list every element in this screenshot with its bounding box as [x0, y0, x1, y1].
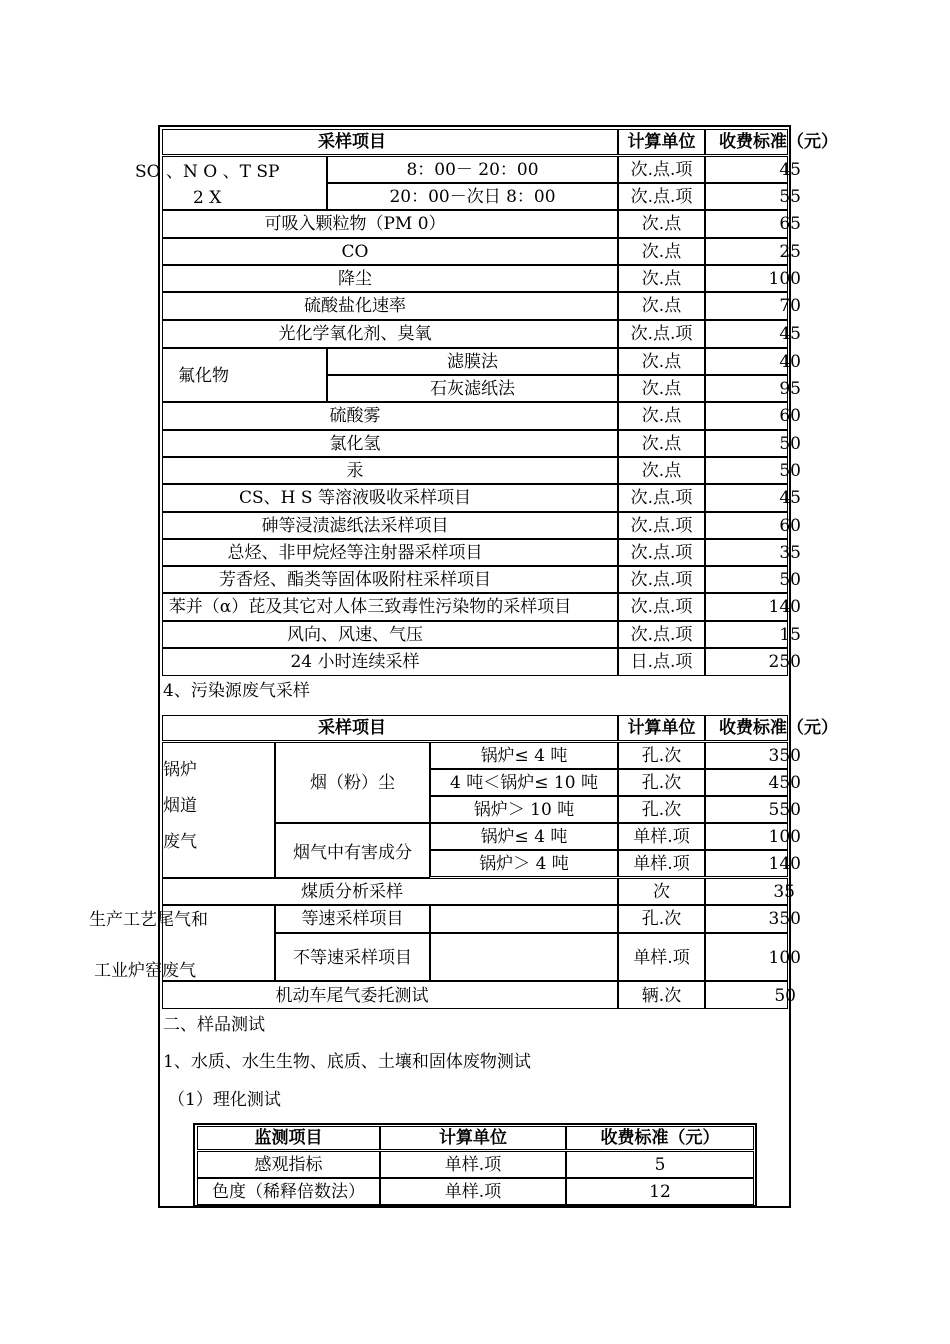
row-item: 苯并（α）芘及其它对人体三致毒性污染物的采样项目 — [168, 597, 572, 617]
row-fee: 50 — [779, 461, 801, 481]
row-fee: 95 — [779, 379, 801, 399]
row-item: 可吸入颗粒物（PM 0） — [264, 214, 446, 234]
row-item: 汞 — [346, 461, 364, 481]
row-item: 氯化氢 — [329, 434, 381, 454]
so2-label-line2: 2 X — [193, 188, 222, 208]
row-fee: 350 — [768, 746, 801, 766]
row-unit: 单样.项 — [633, 854, 690, 874]
row-fee: 55 — [779, 187, 801, 207]
row-unit: 次.点.项 — [630, 543, 693, 563]
section-phys-heading: （1）理化测试 — [168, 1090, 281, 1110]
vehicle-item: 机动车尾气委托测试 — [275, 986, 429, 1006]
non-isokinetic-item: 不等速采样项目 — [293, 948, 412, 968]
row-unit: 孔.次 — [641, 773, 682, 793]
header-unit: 计算单位 — [627, 132, 696, 152]
row-unit: 次.点 — [641, 461, 682, 481]
section-two-heading: 二、样品测试 — [163, 1015, 265, 1035]
row-unit: 次.点 — [641, 352, 682, 372]
harmful-label: 烟气中有害成分 — [293, 843, 412, 863]
row-condition: 4 吨＜锅炉≤ 10 吨 — [450, 773, 598, 793]
row-item: 20：00－次日 8：00 — [389, 187, 556, 207]
boiler-label-3: 废气 — [163, 832, 197, 852]
dust-label: 烟（粉）尘 — [310, 773, 395, 793]
vehicle-unit: 辆.次 — [641, 986, 682, 1006]
boiler-label-2: 烟道 — [163, 796, 197, 816]
coal-item: 煤质分析采样 — [301, 882, 403, 902]
row-fee: 140 — [768, 854, 801, 874]
row-fee: 15 — [779, 625, 801, 645]
row-fee: 50 — [779, 434, 801, 454]
row-unit: 次.点.项 — [630, 187, 693, 207]
row-unit: 次.点.项 — [630, 516, 693, 536]
row-unit: 次.点.项 — [630, 597, 693, 617]
row-fee: 60 — [779, 406, 801, 426]
row-unit: 单样.项 — [444, 1155, 502, 1175]
fluoride-label: 氟化物 — [178, 366, 229, 386]
header-fee: 收费标准（元） — [719, 718, 838, 738]
non-isokinetic-fee: 100 — [768, 948, 801, 968]
row-unit: 孔.次 — [641, 800, 682, 820]
row-fee: 35 — [779, 543, 801, 563]
row-item: 8：00－ 20：00 — [406, 160, 539, 180]
non-isokinetic-unit: 单样.项 — [633, 948, 690, 968]
row-condition: 锅炉＞ 4 吨 — [479, 854, 569, 874]
isokinetic-fee: 350 — [768, 909, 801, 929]
row-fee: 140 — [768, 597, 801, 617]
vehicle-fee: 50 — [774, 986, 796, 1006]
row-unit: 次.点.项 — [630, 160, 693, 180]
so2-label-line1: SO 、N O 、T SP — [135, 162, 280, 182]
row-cell — [430, 933, 618, 981]
isokinetic-item: 等速采样项目 — [301, 909, 404, 929]
row-fee: 550 — [768, 800, 801, 820]
isokinetic-unit: 孔.次 — [641, 909, 682, 929]
row-fee: 450 — [768, 773, 801, 793]
header-item: 监测项目 — [254, 1128, 323, 1148]
row-unit: 单样.项 — [444, 1182, 502, 1202]
row-unit: 次.点 — [641, 214, 682, 234]
row-item: 24 小时连续采样 — [290, 652, 420, 672]
row-unit: 次.点 — [641, 379, 682, 399]
row-fee: 45 — [779, 324, 801, 344]
row-fee: 45 — [779, 160, 801, 180]
row-item: 芳香烃、酯类等固体吸附柱采样项目 — [219, 570, 491, 590]
header-unit: 计算单位 — [627, 718, 696, 738]
row-item: 降尘 — [338, 269, 372, 289]
header-item: 采样项目 — [318, 132, 386, 152]
row-fee: 5 — [654, 1155, 666, 1175]
row-unit: 次.点 — [641, 269, 682, 289]
row-fee: 60 — [779, 516, 801, 536]
row-unit: 次.点 — [641, 242, 682, 262]
process-label-line2: 工业炉窑废气 — [94, 961, 196, 981]
header-fee: 收费标准（元） — [719, 132, 838, 152]
process-label-line1: 生产工艺尾气和 — [89, 910, 208, 930]
coal-fee: 35 — [773, 882, 795, 902]
row-fee: 12 — [649, 1182, 671, 1202]
row-unit: 次.点.项 — [630, 625, 693, 645]
section-water-heading: 1、水质、水生生物、底质、土壤和固体废物测试 — [163, 1052, 531, 1072]
row-unit: 单样.项 — [633, 827, 690, 847]
row-fee: 50 — [779, 570, 801, 590]
row-condition: 锅炉＞ 10 吨 — [473, 800, 575, 820]
row-unit: 次.点.项 — [630, 324, 693, 344]
row-fee: 70 — [779, 296, 801, 316]
section-pollution-heading: 4、污染源废气采样 — [163, 681, 310, 701]
row-unit: 孔.次 — [641, 746, 682, 766]
coal-unit: 次 — [653, 882, 670, 902]
row-item: 风向、风速、气压 — [287, 625, 423, 645]
row-fee: 100 — [768, 827, 801, 847]
row-item: 色度（稀释倍数法） — [212, 1182, 365, 1202]
row-item: CS、H S 等溶液吸收采样项目 — [239, 488, 471, 508]
row-item: 硫酸盐化速率 — [304, 296, 406, 316]
row-item: 石灰滤纸法 — [430, 379, 515, 399]
row-unit: 次.点 — [641, 434, 682, 454]
row-fee: 45 — [779, 488, 801, 508]
row-condition: 锅炉≤ 4 吨 — [480, 746, 568, 766]
row-item: CO — [341, 242, 369, 262]
row-fee: 25 — [779, 242, 801, 262]
row-unit: 次.点 — [641, 296, 682, 316]
row-unit: 次.点.项 — [630, 488, 693, 508]
header-item: 采样项目 — [318, 718, 386, 738]
row-unit: 次.点 — [641, 406, 682, 426]
row-item: 光化学氧化剂、臭氧 — [278, 324, 432, 344]
row-item: 砷等浸渍滤纸法采样项目 — [261, 516, 449, 536]
header-unit: 计算单位 — [439, 1128, 507, 1148]
row-unit: 日.点.项 — [630, 652, 693, 672]
row-cell — [430, 905, 618, 933]
row-item: 总烃、非甲烷烃等注射器采样项目 — [227, 543, 483, 563]
row-fee: 250 — [768, 652, 801, 672]
row-condition: 锅炉≤ 4 吨 — [480, 827, 568, 847]
row-item: 硫酸雾 — [329, 406, 381, 426]
row-unit: 次.点.项 — [630, 570, 693, 590]
row-item: 感观指标 — [254, 1155, 323, 1175]
row-fee: 40 — [779, 352, 801, 372]
row-item: 滤膜法 — [447, 352, 498, 372]
row-fee: 65 — [779, 214, 801, 234]
header-fee: 收费标准（元） — [600, 1128, 720, 1148]
boiler-label-1: 锅炉 — [163, 760, 197, 780]
row-fee: 100 — [768, 269, 801, 289]
